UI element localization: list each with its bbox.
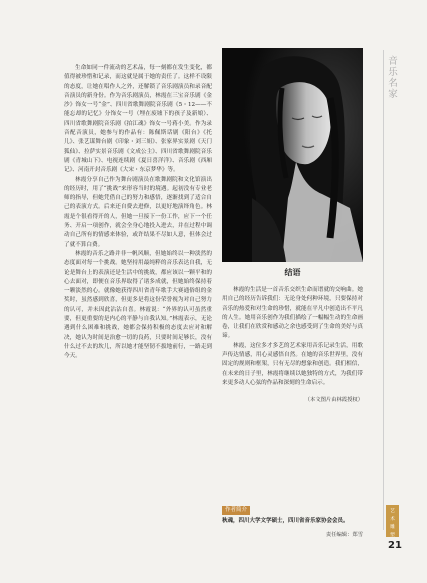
left-paragraph-2: 林霞分享自己作为舞台剧演员在歌舞剧院和文化馆演出的经历时，用了“挑战”来形容当时的境遇。起初没有专业老师的指导，但她凭借自己的努力和感悟，逐渐找到了适合自己的表演方式。后来还自费去进修，以更好地演绎角色。林霞是个很看得开的人，但她一旦接下一份工作，应下一个任务、开启一项创作，就会全身心地投入进去，并在过程中调动自己所有的情感来体验，或许结果不尽如人意，但体会过了就不算白费。 [64,176,212,248]
category-marker [386,505,399,537]
portrait-illustration [222,48,363,262]
responsible-editor: 责任编辑：郑雪 [325,532,363,538]
conclusion-heading: 结语 [284,268,301,277]
right-column [222,286,363,406]
right-paragraph-2: 林霞，这位多才多艺的艺术家用音乐记录生活，用歌声传达情感，用心灵感悟自然。在她的音乐世界里，没有固定的规则和框架，只有无尽的想象和创造。我们相信，在未来的日子里，林霞将继续以她独特的方式，为我们带来更多动人心弦的作品和深刻的生命启示。 [222,342,363,386]
side-divider [383,50,384,530]
section-tab-char: 音 [388,56,398,67]
author-bio-tag: 作者简介 [222,506,250,515]
left-paragraph-1: 生命如同一件流动的艺术品，每一刻都在发生变化，都值得被珍惜和记录，而这就是属于她的责任了。这样不设限的态度，让她在唱作人之外，还解锁了音乐剧演员和录音配音演员的新身份。作为音乐剧演员，林霞在三宝音乐剧《金沙》饰女一号“金”、四川省歌舞剧院音乐剧《5・12——不能忘却的记忆》分饰女一号（埋在废墟下的孩子及新娘）、四川省歌舞剧院音乐剧《拍江魂》饰女一号蒋小美。作为录音配音演员，她参与的作品有：陈佩斯话剧《阳台》《托儿》、张艺谋舞台剧《印象・刘三姐》、张家界实景剧《天门狐仙》、拉萨实景音乐剧《文成公主》、四川省歌舞剧院音乐剧《青城山下》、电视连续剧《夏日喜洋洋》、音乐剧《西厢记》、河南开封音乐剧《大宋・东京梦华》等。 [64,65,212,174]
category-char: 艺 [390,509,395,514]
category-char: 术 [390,517,395,522]
left-column [64,64,212,362]
section-tab [386,56,400,100]
portrait-photo [222,48,363,262]
author-bio: 秋魂，四川大学文学硕士，四川省音乐家协会会员。 [222,518,349,524]
left-paragraph-3: 林霞的音乐之路并非一帆风顺，但她始终以一种淡然的态度面对每一个挑战。她坚持用最纯粹的音乐表达自我，无论是舞台上的表演还是生活中的挑战，都应该以一颗平和的心去面对，即便在音乐界取得了诸多成就，但她始终保持着一颗淡然的心。就像她获得四川省青年歌手大赛通俗组的金奖时，虽然感到欣喜，但更多是将这份荣誉视为对自己努力的认可，并未因此沾沾自喜。林霞说：“外界的认可虽然重要，但更重要的是内心的平静与自我认知。”林霞表示，无论遇到什么困难和挑战，她都会保持积极的态度去应对和解决，她认为时间是治愈一切的良药，只要时间足够长，没有什么过不去的坎儿，所以她才能坚韧不拔地前行，一路走到今天。 [64,250,212,360]
section-tab-char: 乐 [388,67,398,78]
section-tab-char: 名 [388,78,398,89]
right-paragraph-1: 林霞的生活是一首音乐交织生命而谱就的交响曲。她用自己的经历告诉我们：无论身处何种环境，只要保持对音乐的热爱和对生命的珍惜，就能在平凡中创造出不平凡的人生。她用音乐创作为我们描绘了一幅幅生动的生命画卷，让我们在欣赏和感动之余也感受到了生命的美好与真谛。 [222,287,363,340]
category-char: 雕 [390,525,395,530]
category-char: 塑 [390,533,395,538]
page-number: 21 [388,540,402,551]
photo-credit: （本文图片由林霞授权） [304,397,363,404]
section-tab-char: 家 [388,89,398,100]
